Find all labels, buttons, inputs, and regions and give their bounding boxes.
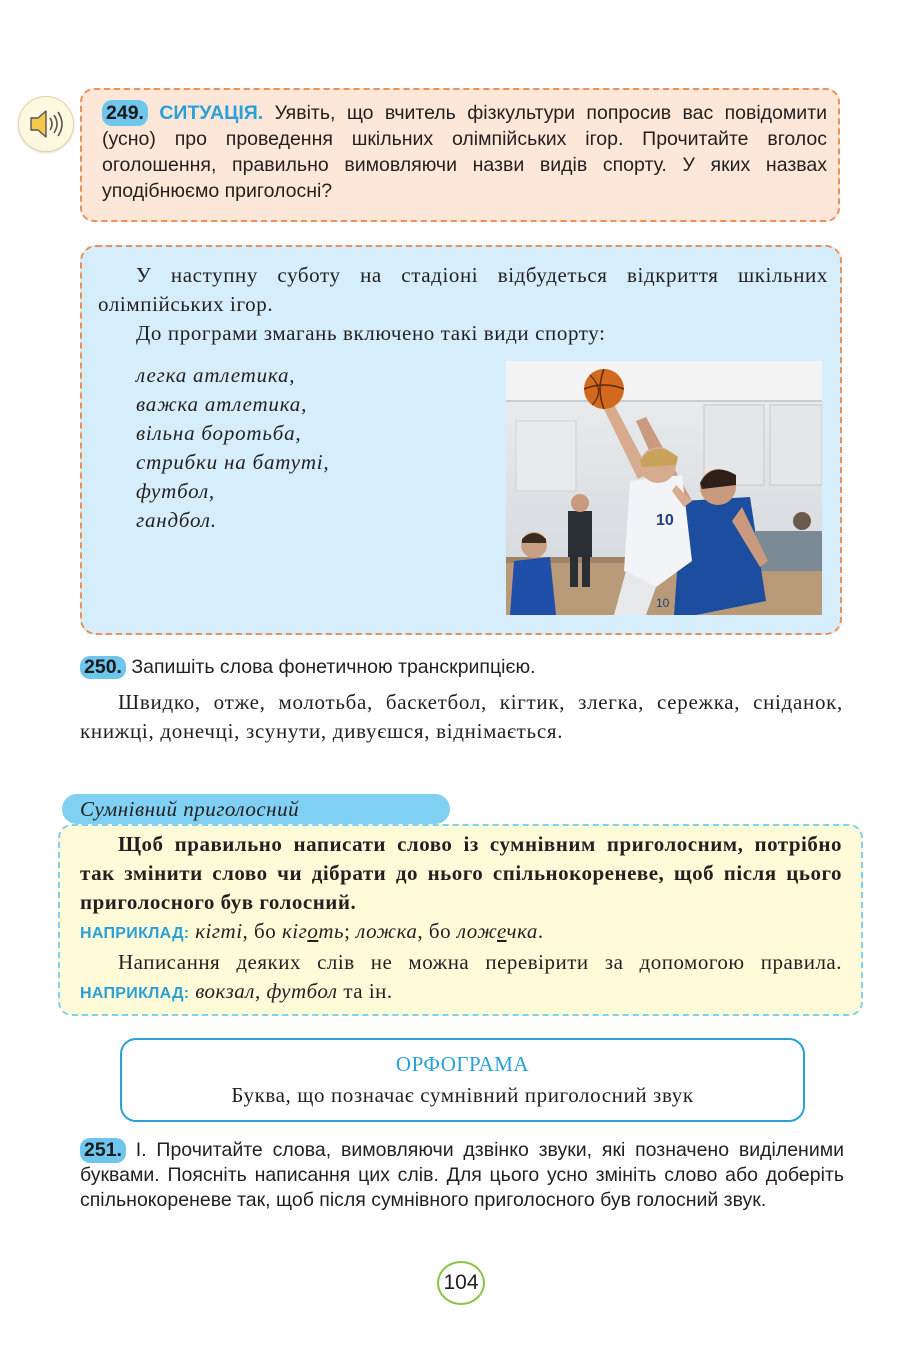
basketball-photo bbox=[506, 361, 822, 615]
exercise-250-task bbox=[80, 656, 536, 679]
announcement-line-2: До програми змагань включено такі види спорту: bbox=[136, 321, 606, 345]
announcement-text bbox=[98, 261, 828, 348]
example-label: НАПРИКЛАД: bbox=[80, 985, 190, 1002]
example-word: кігті bbox=[195, 919, 243, 943]
rule-exception-text: Написання деяких слів не можна перевірити за допомогою правила. bbox=[118, 950, 842, 974]
exercise-number: 251. bbox=[80, 1138, 126, 1163]
example-vowel: е bbox=[497, 919, 507, 943]
page-number: 104 bbox=[437, 1261, 485, 1305]
sport-item: важка атлетика, bbox=[136, 392, 308, 416]
example-part: кіг bbox=[281, 919, 308, 943]
exercise-251-instructions: I. Прочитайте слова, вимовляючи дзвінко звуки, які позначено виділеними буквами. Поясніть написання цих слів. Для цього усно змініть слово або доберіть спільнокореневе так, щоб після сумнівного приголосного був голосний звук. bbox=[80, 1139, 845, 1211]
example-part: чка bbox=[506, 919, 538, 943]
example-separator: , бо bbox=[242, 919, 282, 943]
exercise-251 bbox=[80, 1138, 844, 1213]
jersey-number-back: 10 bbox=[656, 596, 670, 610]
rule-heading: Сумнівний приголосний bbox=[80, 797, 300, 821]
audio-speaker-icon[interactable] bbox=[18, 96, 74, 152]
example-separator: , bbox=[254, 979, 267, 1003]
orthogram-box bbox=[120, 1038, 805, 1122]
exercise-249-instructions: Уявіть, що вчитель фізкультури попросив вас повідомити (усно) про проведення шкільних олімпійських ігор. Прочитайте вголос оголошення, правильно вимовляючи назви видів спорту. У яких назвах уподібнюємо приголосні? bbox=[102, 102, 828, 202]
example-label: НАПРИКЛАД: bbox=[80, 925, 190, 942]
jersey-number-front: 10 bbox=[656, 512, 674, 529]
rule-text bbox=[80, 830, 842, 1008]
example-separator: . bbox=[537, 919, 544, 943]
example-word bbox=[457, 919, 538, 943]
rule-heading-ribbon bbox=[62, 794, 450, 824]
exercise-249-text bbox=[102, 100, 827, 204]
exercise-249-box bbox=[80, 88, 840, 222]
orthogram-title: ОРФОГРАМА bbox=[395, 1052, 530, 1076]
exercise-250-words: Швидко, отже, молотьба, баскетбол, кігтик, злегка, сережка, сніданок, книжці, донечці, зсунути, дивуєшся, віднімається. bbox=[80, 690, 843, 743]
sport-item: вільна боротьба, bbox=[136, 421, 302, 445]
speaker-icon bbox=[19, 97, 73, 151]
example-separator: ; bbox=[344, 919, 357, 943]
exercise-number: 250. bbox=[80, 656, 126, 679]
situation-label: СИТУАЦІЯ. bbox=[159, 102, 264, 124]
basketball-players-image bbox=[506, 361, 822, 615]
rule-bold-text: Щоб правильно написати слово із сумнівним приголосним, потрібно так змінити слово чи дібрати до нього спільнокореневе, щоб після цього приголосного був голосний. bbox=[80, 832, 842, 914]
rule-examples bbox=[80, 917, 842, 948]
exercise-number: 249. bbox=[102, 100, 148, 126]
example-part: лож bbox=[456, 919, 497, 943]
orthogram-text: Буква, що позначає сумнівний приголосний звук bbox=[231, 1083, 694, 1107]
sport-item: гандбол. bbox=[136, 508, 217, 532]
example-word bbox=[282, 919, 344, 943]
exercise-250-instructions: Запишіть слова фонетичною транскрипцією. bbox=[131, 656, 536, 678]
example-word: вокзал bbox=[195, 979, 255, 1003]
sport-item: стрибки на батуті, bbox=[136, 450, 330, 474]
rule-box bbox=[58, 824, 863, 1016]
rule-exceptions bbox=[80, 948, 842, 1008]
announcement-line-1: У наступну суботу на стадіоні відбудеться відкриття шкільних олімпійських ігор. bbox=[98, 263, 828, 316]
sport-item: легка атлетика, bbox=[136, 363, 296, 387]
example-word: футбол bbox=[266, 979, 338, 1003]
example-tail: та ін. bbox=[337, 979, 393, 1003]
example-word: ложка bbox=[356, 919, 418, 943]
example-part: ть bbox=[318, 919, 345, 943]
example-separator: , бо bbox=[417, 919, 457, 943]
sports-list bbox=[136, 361, 329, 535]
sport-item: футбол, bbox=[136, 479, 215, 503]
example-vowel: о bbox=[307, 919, 319, 943]
announcement-box bbox=[80, 245, 842, 635]
